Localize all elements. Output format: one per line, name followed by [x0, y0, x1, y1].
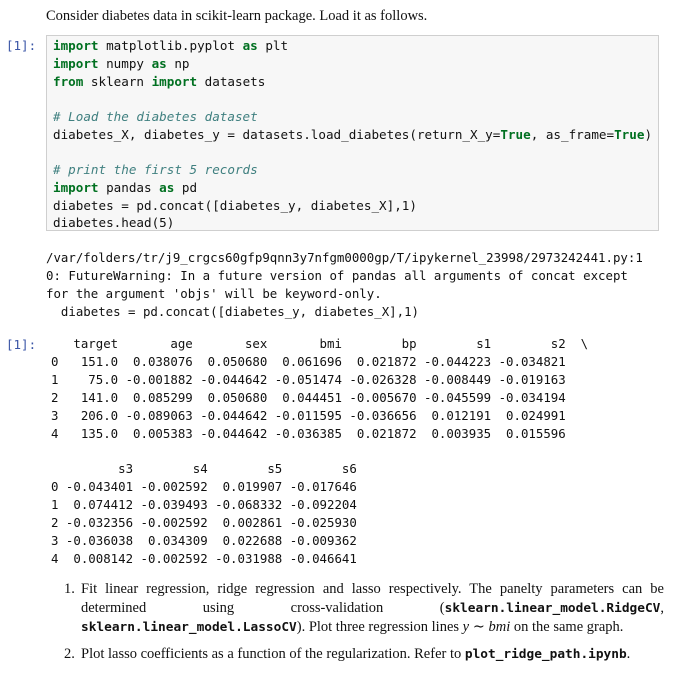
code-line: diabetes.head(5): [53, 215, 175, 230]
code-line: from sklearn import datasets: [53, 74, 266, 89]
table-row: 0 -0.043401 -0.002592 0.019907 -0.017646: [51, 479, 357, 494]
output-prompt: [1]:: [6, 337, 37, 352]
list-item: 1. Fit linear regression, ridge regression and lasso respectively. The panelty parameters can be determined using cross-validation (sklearn.linear_model.RidgeCV, sklearn.linear_model.LassoCV). Plot three regression lines y ∼ bmi on the same graph.: [64, 581, 664, 635]
table-row: 3 -0.036038 0.034309 0.022688 -0.009362: [51, 533, 357, 548]
intro-text: Consider diabetes data in scikit-learn package. Load it as follows.: [46, 8, 428, 24]
table-row: 1 75.0 -0.001882 -0.044642 -0.051474 -0.026328 -0.008449 -0.019163: [51, 372, 566, 387]
list-item: 2. Plot lasso coefficients as a function of the regularization. Refer to plot_ridge_path.ipynb.: [64, 646, 631, 662]
table-row: 3 206.0 -0.089063 -0.044642 -0.011595 -0.036656 0.012191 0.024991: [51, 408, 566, 423]
table-row: 4 0.008142 -0.002592 -0.031988 -0.046641: [51, 551, 357, 566]
code-line: import pandas as pd: [53, 180, 198, 195]
table-row: 2 141.0 0.085299 0.050680 0.044451 -0.005670 -0.045599 -0.034194: [51, 390, 566, 405]
table-row: 4 135.0 0.005383 -0.044642 -0.036385 0.021872 0.003935 0.015596: [51, 426, 566, 441]
warning-line: /var/folders/tr/j9_crgcs60gfp9qnn3y7nfgm0000gp/T/ipykernel_23998/2973242441.py:1: [46, 250, 643, 265]
question-list: [64, 580, 664, 672]
code-line: diabetes = pd.concat([diabetes_y, diabetes_X],1): [53, 198, 417, 213]
table-header: s3 s4 s5 s6: [51, 461, 357, 476]
code-cell[interactable]: [46, 35, 659, 231]
input-prompt: [1]:: [6, 38, 37, 53]
table-header: target age sex bmi bp s1 s2 \: [51, 336, 589, 351]
table-row: 1 0.074412 -0.039493 -0.068332 -0.092204: [51, 497, 357, 512]
warning-line: for the argument 'objs' will be keyword-only.: [46, 286, 382, 301]
table-row: 2 -0.032356 -0.002592 0.002861 -0.025930: [51, 515, 357, 530]
code-comment: # print the first 5 records: [53, 162, 258, 177]
warning-line: diabetes = pd.concat([diabetes_y, diabetes_X],1): [46, 304, 419, 319]
warning-line: 0: FutureWarning: In a future version of pandas all arguments of concat except: [46, 268, 628, 283]
table-row: 0 151.0 0.038076 0.050680 0.061696 0.021872 -0.044223 -0.034821: [51, 354, 566, 369]
code-comment: # Load the diabetes dataset: [53, 109, 258, 124]
code-line: diabetes_X, diabetes_y = datasets.load_diabetes(return_X_y=True, as_frame=True): [53, 127, 653, 142]
code-line: import numpy as np: [53, 56, 190, 71]
code-line: import matplotlib.pyplot as plt: [53, 38, 289, 53]
